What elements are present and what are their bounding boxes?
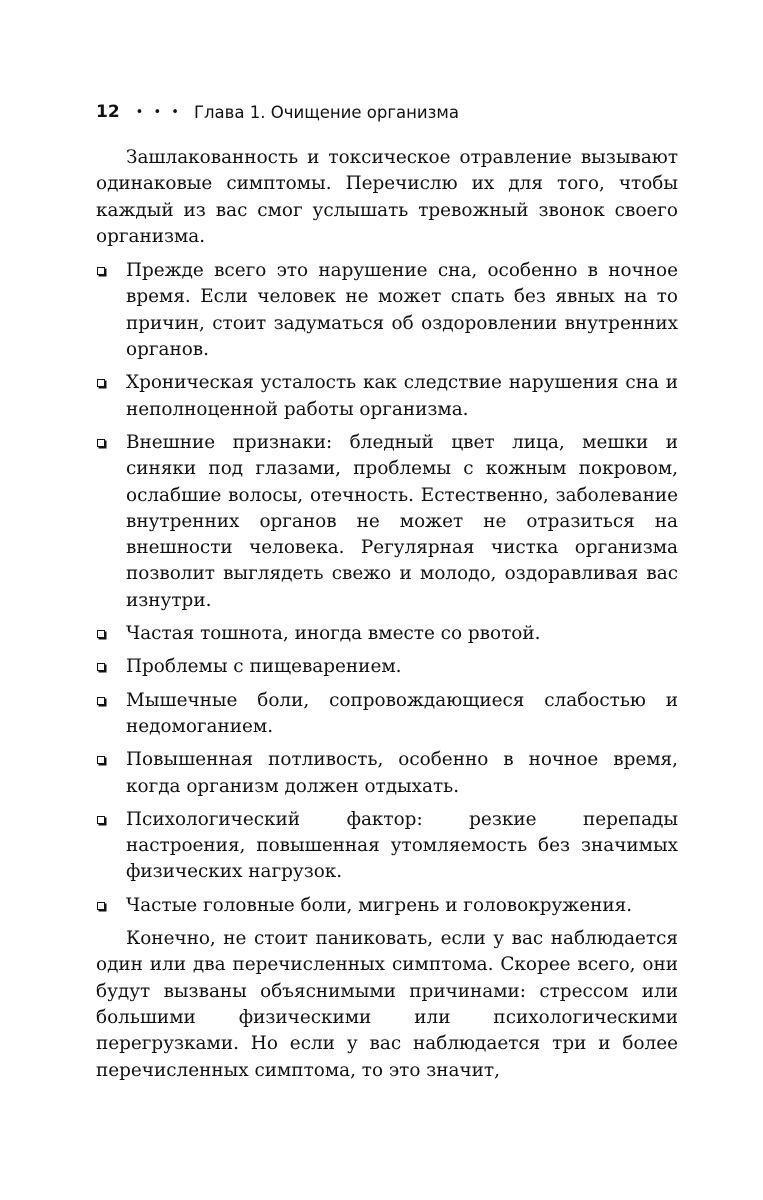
list-item <box>96 430 678 614</box>
checkbox-bullet-icon <box>97 756 105 764</box>
symptom-list <box>96 258 678 919</box>
list-item-text: Частые головные боли, мигрень и головокружения. <box>126 894 633 916</box>
list-item-text: Частая тошнота, иногда вместе со рвотой. <box>126 623 541 645</box>
list-item-text: Внешние признаки: бледный цвет лица, мешки и синяки под глазами, проблемы с кожным покровом, ослабшие волосы, отечность. Естественно, заболевание внутренних органов не может не отразиться на внешности человека. Регулярная чистка организма позволит выглядеть свежо и молодо, оздоравливая вас изнутри. <box>126 431 678 611</box>
list-item <box>96 807 678 886</box>
list-item <box>96 370 678 423</box>
intro-paragraph: Зашлакованность и токсическое отравление вызывают одинаковые симптомы. Перечислю их для того, чтобы каждый из вас смог услышать тревожный звонок своего организма. <box>96 147 678 247</box>
list-item <box>96 747 678 800</box>
list-item-text: Прежде всего это нарушение сна, особенно в ночное время. Если человек не может спать без явных на то причин, стоит задуматься об оздоровлении внутренних органов. <box>126 260 678 361</box>
header-dots: • • • <box>135 104 182 120</box>
running-head <box>96 99 459 125</box>
list-item-text: Мышечные боли, сопровождающиеся слабостью и недомоганием. <box>126 689 678 737</box>
list-item-text: Хроническая усталость как следствие нарушения сна и неполноценной работы организма. <box>126 372 678 420</box>
checkbox-bullet-icon <box>97 663 105 671</box>
list-item <box>96 258 678 363</box>
page-number: 12 <box>96 102 120 122</box>
checkbox-bullet-icon <box>97 267 105 275</box>
checkbox-bullet-icon <box>97 439 105 447</box>
list-item-text: Проблемы с пищеварением. <box>126 656 402 678</box>
checkbox-bullet-icon <box>97 902 105 910</box>
list-item <box>96 654 678 680</box>
chapter-title: Глава 1. Очищение организма <box>193 102 459 122</box>
list-item-text: Повышенная потливость, особенно в ночное время, когда организм должен отдыхать. <box>126 749 678 797</box>
list-item <box>96 688 678 741</box>
body-text <box>96 145 678 1084</box>
list-item <box>96 893 678 919</box>
closing-paragraph: Конечно, не стоит паниковать, если у вас наблюдается один или два перечисленных симптома. Скорее всего, они будут вызваны объяснимыми причинами: стрессом или большими физическими или психологическими перегрузками. Но если у вас наблюдается три и более перечисленных симптома, то это значит, <box>96 928 678 1081</box>
checkbox-bullet-icon <box>97 630 105 638</box>
checkbox-bullet-icon <box>97 379 105 387</box>
list-item-text: Психологический фактор: резкие перепады настроения, повышенная утомляемость без значимых физических нагрузок. <box>126 808 678 883</box>
checkbox-bullet-icon <box>97 816 105 824</box>
list-item <box>96 621 678 647</box>
checkbox-bullet-icon <box>97 697 105 705</box>
